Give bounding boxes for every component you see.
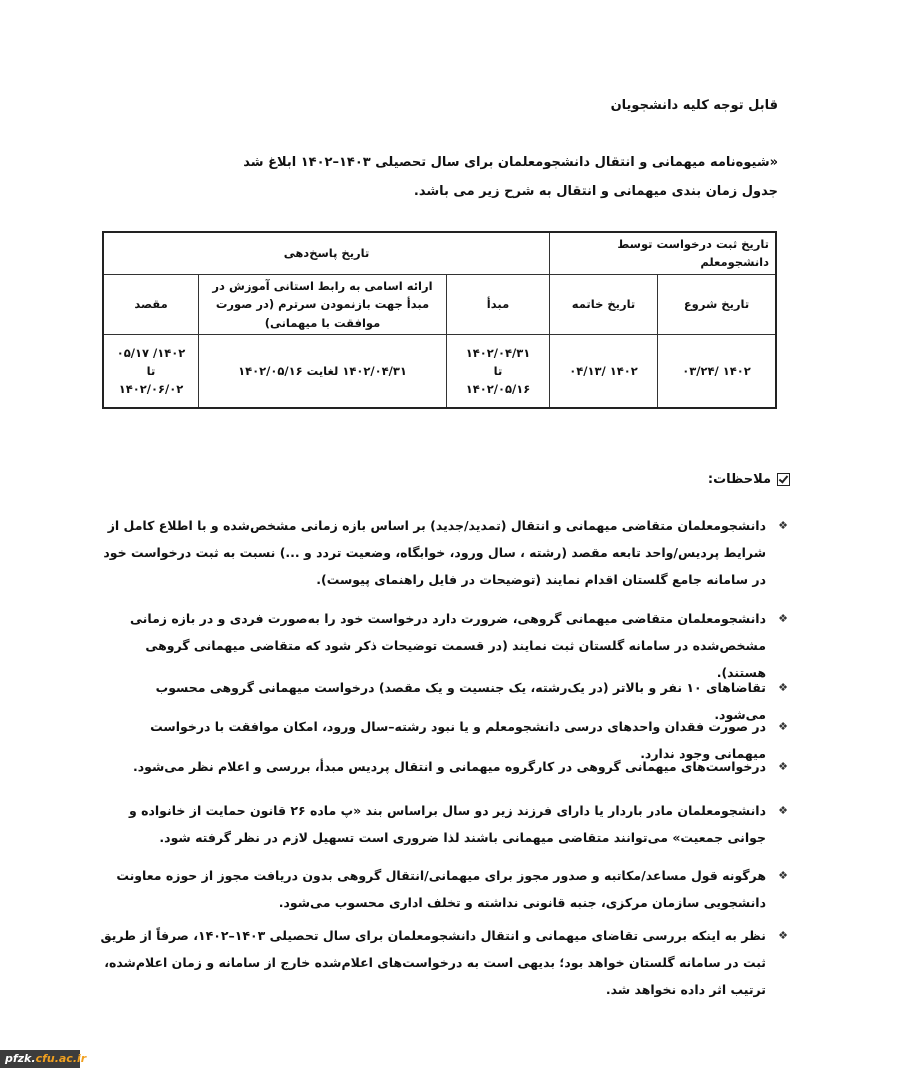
column-header-end-date: تاریخ خاتمه xyxy=(550,274,658,334)
notes-title xyxy=(708,472,790,487)
group-header-response: تاریخ پاسخ‌دهی xyxy=(103,232,550,274)
watermark-prefix: pfzk. xyxy=(5,1052,36,1065)
cell-start-date: ۱۴۰۲ /۰۳/۲۴ xyxy=(658,334,777,408)
diamond-bullet-icon: ❖ xyxy=(778,929,788,942)
note-text: در صورت فقدان واحدهای درسی دانشجومعلم و یا نبود رشته–سال ورود، امکان موافقت با درخواست میهمانی وجود ندارد. xyxy=(150,719,766,761)
table-column-header-row xyxy=(103,274,776,334)
note-text: نظر به اینکه بررسی تقاضای میهمانی و انتقال دانشجومعلمان برای سال تحصیلی ۱۴۰۳–۱۴۰۲، صرفاً از طریق ثبت در سامانه گلستان خواهد بود؛ بدیهی است به درخواست‌های اعلام‌شده خارج از سامانه و زمان اعلام‌شده، ترتیب اثر داده نخواهد شد. xyxy=(100,928,766,997)
column-header-origin: مبدأ xyxy=(447,274,550,334)
note-text: هرگونه قول مساعد/مکاتبه و صدور مجوز برای میهمانی/انتقال گروهی بدون دریافت مجوز از حوزه معاونت دانشجویی سازمان مرکزی، جنبه قانونی نداشته و تخلف اداری محسوب می‌شود. xyxy=(116,868,766,910)
intro-line-1: «شیوه‌نامه میهمانی و انتقال دانشجومعلمان برای سال تحصیلی ۱۴۰۳–۱۴۰۲ ابلاغ شد xyxy=(243,155,778,170)
note-text: دانشجومعلمان متقاضی میهمانی و انتقال (تمدید/جدید) بر اساس بازه زمانی مشخص‌شده و با اطلاع کامل از شرایط پردیس/واحد تابعه مقصد (رشته ، سال ورود، خوابگاه، وضعیت تردد و ...) نسبت به ثبت درخواست خود در سامانه جامع گلستان اقدام نمایند (توضیحات در فایل راهنمای پیوست). xyxy=(103,518,766,587)
note-text: دانشجومعلمان متقاضی میهمانی گروهی، ضرورت دارد درخواست خود را به‌صورت فردی و در بازه زمانی مشخص‌شده در سامانه گلستان ثبت نمایند (در قسمت توضیحات ذکر شود که متقاضی میهمانی گروهی هستند). xyxy=(130,611,766,680)
cell-destination xyxy=(103,334,199,408)
note-text: تقاضاهای ۱۰ نفر و بالاتر (در یک‌رشته، یک جنسیت و یک مقصد) درخواست میهمانی گروهی محسوب می‌شود. xyxy=(155,680,766,722)
cell-end-date: ۱۴۰۲ /۰۴/۱۳ xyxy=(550,334,658,408)
schedule-table xyxy=(102,231,777,409)
diamond-bullet-icon: ❖ xyxy=(778,760,788,773)
cell-origin xyxy=(447,334,550,408)
group-header-registration: تاریخ ثبت درخواست توسط دانشجومعلم xyxy=(550,232,777,274)
table-row xyxy=(103,334,776,408)
site-watermark xyxy=(0,1050,87,1068)
column-header-start-date: تاریخ شروع xyxy=(658,274,777,334)
cell-submit-names: ۱۴۰۲/۰۴/۳۱ لغایت ۱۴۰۲/۰۵/۱۶ xyxy=(199,334,447,408)
checkbox-checked-icon xyxy=(777,473,790,486)
diamond-bullet-icon: ❖ xyxy=(778,681,788,694)
diamond-bullet-icon: ❖ xyxy=(778,720,788,733)
origin-to: ۱۴۰۲/۰۵/۱۶ xyxy=(465,382,531,397)
list-item xyxy=(100,862,788,916)
note-text: درخواست‌های میهمانی گروهی در کارگروه میهمانی و انتقال پردیس مبدأ، بررسی و اعلام نظر می‌شود. xyxy=(132,759,766,774)
list-item xyxy=(100,512,788,593)
notes-title-label: ملاحظات: xyxy=(707,472,771,487)
table-group-header-row xyxy=(103,232,776,274)
diamond-bullet-icon: ❖ xyxy=(778,612,788,625)
intro-line-2: جدول زمان بندی میهمانی و انتقال به شرح زیر می باشد. xyxy=(413,184,778,199)
column-header-submit-names: ارائه اسامی به رابط استانی آموزش در مبدأ جهت بازنمودن سرترم (در صورت موافقت با میهمانی) xyxy=(199,274,447,334)
origin-to-word: تا xyxy=(493,364,503,378)
page-heading: قابل توجه کلیه دانشجویان xyxy=(610,98,778,113)
destination-to-word: تا xyxy=(146,364,156,378)
note-text: دانشجومعلمان مادر باردار یا دارای فرزند زیر دو سال براساس بند «پ ماده ۲۶ قانون حمایت از خانواده و جوانی جمعیت» می‌توانند متقاضی میهمانی باشند لذا ضروری است تسهیل لازم در نظر گرفته شود. xyxy=(128,803,766,845)
destination-to: ۱۴۰۲/۰۶/۰۲ xyxy=(118,382,184,397)
list-item xyxy=(100,922,788,1003)
destination-from: ۱۴۰۲/ ۰۵/۱۷ xyxy=(116,345,186,360)
list-item xyxy=(100,797,788,851)
diamond-bullet-icon: ❖ xyxy=(778,869,788,882)
watermark-domain: cfu.ac.ir xyxy=(35,1052,87,1065)
diamond-bullet-icon: ❖ xyxy=(778,519,788,532)
diamond-bullet-icon: ❖ xyxy=(778,804,788,817)
column-header-destination: مقصد xyxy=(103,274,199,334)
list-item xyxy=(100,753,788,780)
origin-from: ۱۴۰۲/۰۴/۳۱ xyxy=(465,345,531,360)
